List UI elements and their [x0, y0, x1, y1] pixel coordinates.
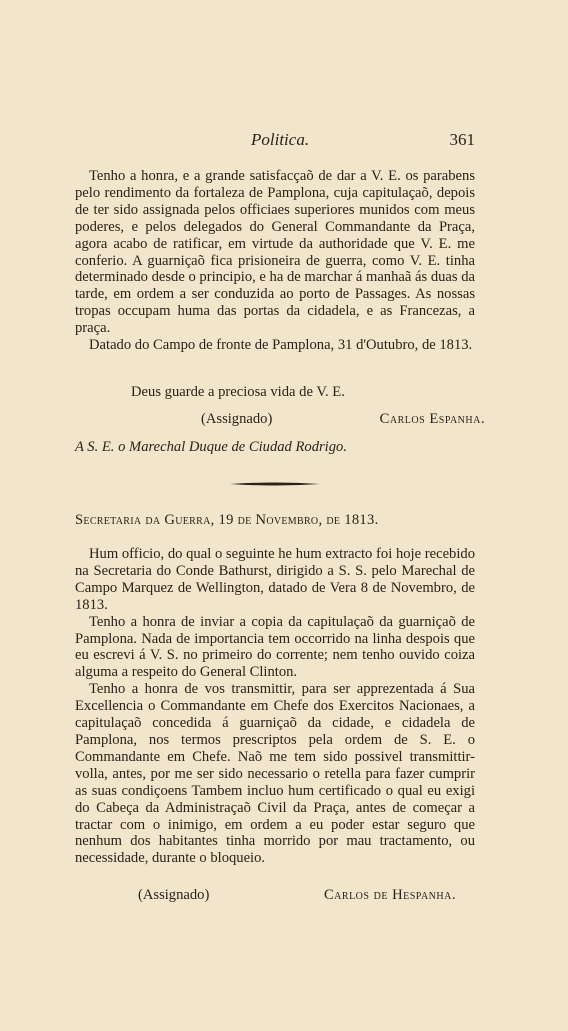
letter-two-paragraph: Tenho a honra de inviar a copia da capitulaçaõ da guarniçaõ de Pamplona. Nada de importancia tem occorrido na linha despois que eu escrevi á V. S. no primeiro do corrente; nem tenho ouvido coiza alguma a respeito do General Clinton.: [75, 613, 475, 681]
letter-two-signature: [138, 887, 456, 904]
signed-line: [201, 411, 485, 428]
signed-label: (Assignado): [138, 887, 210, 903]
letter-one-dated: Datado do Campo de fronte de Pamplona, 31 d'Outubro, de 1813.: [89, 337, 473, 354]
running-title: Politica.: [251, 130, 310, 149]
section-heading: Secretaria da Guerra, 19 de Novembro, de 1813.: [75, 512, 379, 528]
section-divider: [230, 481, 320, 487]
letter-one-body: [75, 168, 475, 354]
letter-two-body: [75, 546, 475, 867]
page-header: [75, 130, 475, 154]
letter-two-paragraph: Tenho a honra de vos transmittir, para ser apprezentada á Sua Excellencia o Commandante em Chefe dos Exercitos Nacionaes, a capitulaçaõ concedida á guarniçaõ da cidade, e cidadela de Pamplona, nos termos prescriptos pela ordem de S. E. o Commandante em Chefe. Naõ me tem sido possivel transmittir-volla, antes, por me ser sido necessario o retella para fazer cumprir as suas condiçoens Tambem incluo hum certificado o qual eu exigi do Cabeça da Administraçaõ Civil da Praça, antes de começar a tractar com o inimigo, em ordem a eu poder estar seguro que nenhum dos habitantes tinha morrido por mau tractamento, ou necessidade, durante o bloqueio.: [75, 681, 475, 867]
closing-salutation: Deus guarde a preciosa vida de V. E.: [131, 384, 345, 400]
letter-two-paragraph: Hum officio, do qual o seguinte he hum extracto foi hoje recebido na Secretaria do Conde Bathurst, dirigido a S. S. pelo Marechal de Campo Marquez de Wellington, datado de Vera 8 de Novembro, de 1813.: [75, 546, 475, 613]
signed-label: (Assignado): [201, 411, 273, 427]
signatory-name: Carlos Espanha.: [379, 411, 485, 427]
signatory-name: Carlos de Hespanha.: [323, 887, 456, 903]
recipient-line: A S. E. o Marechal Duque de Ciudad Rodrigo.: [75, 439, 347, 455]
page-number: 361: [449, 130, 475, 149]
letter-one-paragraph: Tenho a honra, e a grande satisfacçaõ de dar a V. E. os parabens pelo rendimento da fortaleza de Pamplona, cuja capitulaçaõ, depois de ter sido assignada pelos officiaes superiores munidos com meus poderes, e pelos delegados do General Commandante da Praça, agora acabo de ratificar, em virtude da authoridade que V. E. me conferio. A guarniçaõ fica prisioneira de guerra, como V. E. tinha determinado desde o principio, e ha de marchar á manhaã ás duas da tarde, em ordem a ser conduzida ao porto de Passages. As nossas tropas occupam huma das portas da cidadela, e as Francezas, a praça.: [75, 168, 475, 337]
